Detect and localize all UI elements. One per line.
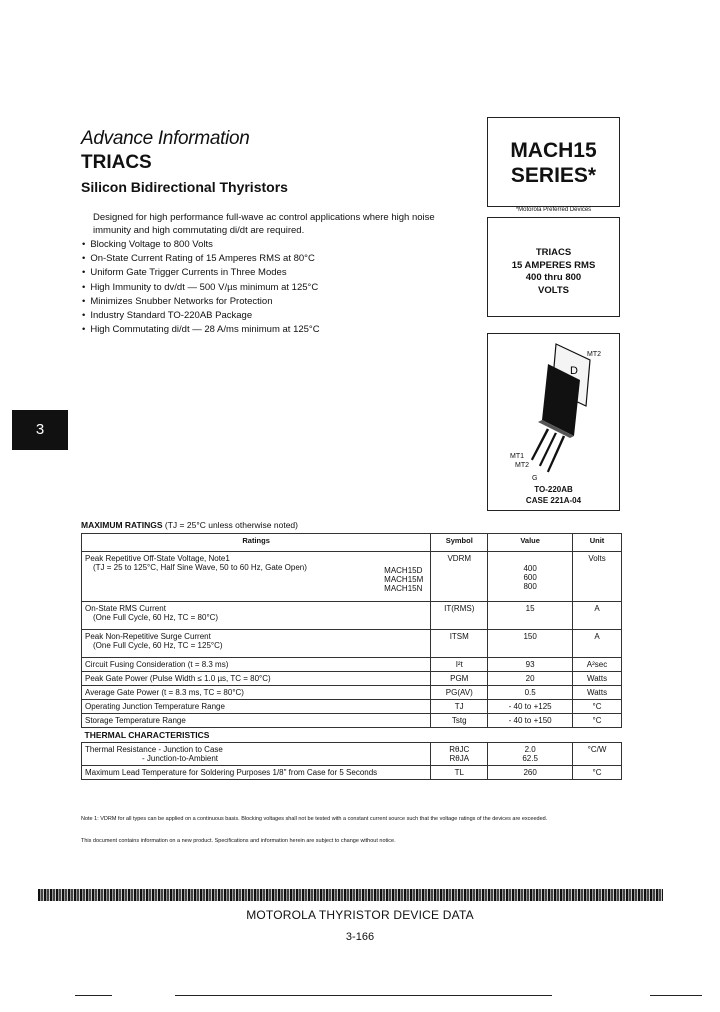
rating-cell: Peak Gate Power (Pulse Width ≤ 1.0 µs, TC = 80°C) (82, 672, 431, 686)
pin-label-mt2-tab: MT2 (587, 351, 601, 358)
model-mach15d: MACH15D (384, 566, 423, 575)
thermal-title: THERMAL CHARACTERISTICS (82, 728, 622, 743)
rating-condition: (TJ = 25 to 125°C, Half Sine Wave, 50 to 60 Hz, Gate Open) (93, 563, 307, 572)
rating-text: Peak Repetitive Off-State Voltage, Note1 (85, 554, 230, 563)
list-item: • Industry Standard TO-220AB Package (82, 309, 320, 323)
rating-condition: (One Full Cycle, 60 Hz, TC = 80°C) (93, 613, 219, 622)
pin-label-mt2: MT2 (515, 462, 529, 469)
rating-text: Thermal Resistance - Junction to Case (85, 745, 223, 754)
package-name (488, 484, 619, 506)
footer-title: MOTOROLA THYRISTOR DEVICE DATA (246, 908, 474, 922)
header-symbol: Symbol (431, 534, 488, 552)
spec-line: 15 AMPERES RMS (511, 259, 596, 271)
value-cell: - 40 to +150 (488, 714, 573, 728)
value-cell: 260 (488, 766, 573, 780)
table-row (82, 658, 622, 672)
rating-condition: - Junction-to-Ambient (142, 754, 219, 763)
value-cell: 0.5 (488, 686, 573, 700)
unit-cell: Watts (573, 686, 622, 700)
series-box (487, 117, 620, 207)
value-line: 400 (523, 564, 537, 573)
unit-cell: °C (573, 714, 622, 728)
value-cell: - 40 to +125 (488, 700, 573, 714)
symbol-cell: IT(RMS) (431, 602, 488, 630)
rating-cell (82, 602, 431, 630)
symbol-cell: VDRM (431, 552, 488, 602)
symbol-cell: PG(AV) (431, 686, 488, 700)
symbol-cell: TJ (431, 700, 488, 714)
pin-label-gate: G (532, 475, 538, 482)
preferred-device-note: *Motorola Preferred Devices (515, 207, 592, 213)
model-list (384, 554, 423, 593)
value-line: 2.0 (524, 745, 536, 754)
symbol-cell: TL (431, 766, 488, 780)
max-ratings-heading (81, 520, 298, 530)
section-tab: 3 (12, 410, 68, 450)
rating-text: On-State RMS Current (85, 604, 166, 613)
value-line: 62.5 (522, 754, 538, 763)
rating-cell: Circuit Fusing Consideration (t = 8.3 ms) (82, 658, 431, 672)
footnote-2: This document contains information on a new product. Specifications and information herein are subject to change without notice. (81, 838, 396, 844)
rating-text: Peak Non-Repetitive Surge Current (85, 632, 211, 641)
symbol-line: RθJA (449, 754, 470, 763)
value-cell: 20 (488, 672, 573, 686)
value-cell: 15 (488, 602, 573, 630)
table-row (82, 766, 622, 780)
ratings-table (81, 533, 622, 780)
list-item: • High Commutating di/dt — 28 A/ms minimum at 125°C (82, 323, 320, 337)
table-row (82, 743, 622, 766)
symbol-cell: ITSM (431, 630, 488, 658)
model-mach15n: MACH15N (384, 584, 423, 593)
package-box (487, 333, 620, 511)
list-item: • On-State Current Rating of 15 Amperes RMS at 80°C (82, 252, 320, 266)
page-number: 3-166 (345, 931, 375, 943)
spec-line: VOLTS (538, 284, 569, 296)
table-row (82, 714, 622, 728)
symbol-cell: I²t (431, 658, 488, 672)
page-subtitle: Silicon Bidirectional Thyristors (81, 179, 288, 195)
page-title: TRIACS (81, 152, 152, 173)
rating-cell: Storage Temperature Range (82, 714, 431, 728)
value-cell (488, 552, 573, 602)
unit-cell: °C/W (573, 743, 622, 766)
table-row (82, 630, 622, 658)
value-line: 800 (523, 582, 537, 591)
symbol-cell: PGM (431, 672, 488, 686)
max-ratings-title: MAXIMUM RATINGS (81, 520, 163, 530)
unit-cell: °C (573, 766, 622, 780)
header-unit: Unit (573, 534, 622, 552)
header-value: Value (488, 534, 573, 552)
rating-cell: Average Gate Power (t = 8.3 ms, TC = 80°C) (82, 686, 431, 700)
thermal-heading-row (82, 728, 622, 743)
package-type: TO-220AB (534, 485, 573, 494)
unit-cell: °C (573, 700, 622, 714)
rating-cell: Maximum Lead Temperature for Soldering Purposes 1/8" from Case for 5 Seconds (82, 766, 431, 780)
list-item: • High Immunity to dv/dt — 500 V/µs minimum at 125°C (82, 281, 320, 295)
spec-line: TRIACS (535, 247, 572, 258)
svg-text:D: D (570, 365, 578, 377)
unit-cell: A (573, 630, 622, 658)
max-ratings-condition: (TJ = 25°C unless otherwise noted) (164, 520, 298, 530)
bottom-rule (175, 995, 552, 996)
feature-list (82, 238, 320, 337)
rating-condition: (One Full Cycle, 60 Hz, TC = 125°C) (93, 641, 223, 650)
unit-cell: Watts (573, 672, 622, 686)
bottom-rule (650, 995, 702, 996)
value-cell: 150 (488, 630, 573, 658)
unit-cell: Volts (573, 552, 622, 602)
bottom-rule (75, 995, 112, 996)
footer-rule (38, 889, 663, 901)
list-item: • Minimizes Snubber Networks for Protection (82, 295, 320, 309)
rating-cell (82, 552, 431, 602)
rating-cell (82, 630, 431, 658)
symbol-cell: Tstg (431, 714, 488, 728)
spec-line: 400 thru 800 (525, 272, 582, 283)
value-cell (488, 743, 573, 766)
header-rating: Ratings (82, 534, 431, 552)
table-row (82, 602, 622, 630)
list-item: • Blocking Voltage to 800 Volts (82, 238, 320, 252)
table-row (82, 552, 622, 602)
symbol-cell (431, 743, 488, 766)
value-cell: 93 (488, 658, 573, 672)
rating-cell (82, 743, 431, 766)
package-case: CASE 221A-04 (525, 496, 582, 505)
value-line: 600 (523, 573, 537, 582)
series-label: SERIES* (510, 164, 597, 187)
intro-paragraph: Designed for high performance full-wave ac control applications where high noise immunity and high commutating di/dt are required. (93, 212, 435, 236)
unit-cell: A (573, 602, 622, 630)
pin-label-mt1: MT1 (510, 453, 524, 460)
symbol-line: RθJC (449, 745, 470, 754)
table-row (82, 686, 622, 700)
table-row (82, 700, 622, 714)
spec-box (487, 217, 620, 317)
table-row (82, 672, 622, 686)
series-name: MACH15 (510, 139, 597, 162)
rating-cell: Operating Junction Temperature Range (82, 700, 431, 714)
list-item: • Uniform Gate Trigger Currents in Three Modes (82, 266, 320, 280)
model-mach15m: MACH15M (384, 575, 424, 584)
unit-cell: A²sec (573, 658, 622, 672)
table-header-row (82, 534, 622, 552)
footnote-1: Note 1: VDRM for all types can be applied on a continuous basis. Blocking voltages shall not be tested with a constant current source such that the voltage ratings of the devices are exceeded. (81, 816, 548, 822)
advance-information-label: Advance Information (81, 128, 250, 149)
